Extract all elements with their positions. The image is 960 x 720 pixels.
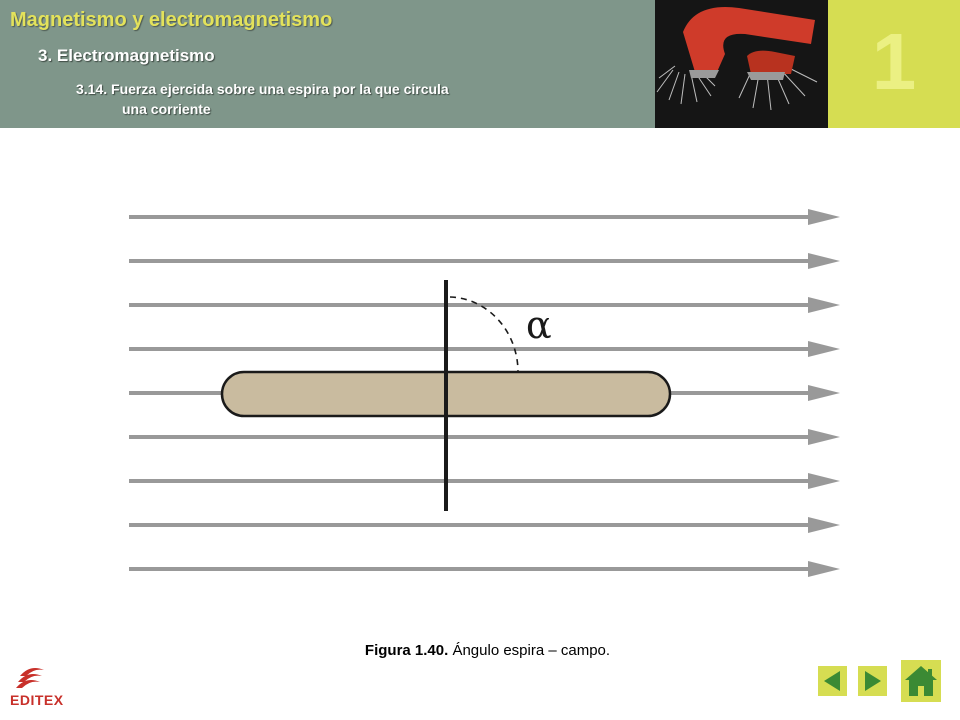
section-heading: 3. Electromagnetismo: [38, 46, 215, 65]
arrow-right-icon: [858, 666, 887, 696]
field-line: [129, 473, 840, 489]
caption-text: Ángulo espira – campo.: [448, 642, 611, 659]
magnet-illustration: [655, 0, 828, 128]
field-line: [129, 209, 840, 225]
subsection-heading: [76, 79, 449, 119]
subsection-line-2: una corriente: [122, 101, 211, 117]
field-line: [129, 561, 840, 577]
chapter-badge: [828, 0, 960, 128]
header-bar: [0, 0, 655, 128]
chapter-number: 1: [871, 17, 917, 106]
angle-label: α: [526, 303, 552, 347]
page-title: Magnetismo y electromagnetismo: [10, 9, 333, 31]
home-icon: [901, 660, 941, 702]
magnet-image: [655, 0, 828, 128]
arrow-left-icon: [818, 666, 847, 696]
field-line: [129, 253, 840, 269]
editex-logo-mark: [10, 664, 50, 690]
home-button[interactable]: [901, 660, 941, 702]
editex-logo: [10, 664, 50, 695]
figure-1-40: [120, 200, 850, 595]
field-line: [129, 297, 840, 313]
editex-logo-text: EDITEX: [10, 692, 64, 708]
field-line: [129, 341, 840, 357]
field-line: [129, 517, 840, 533]
previous-button[interactable]: [818, 666, 847, 696]
next-button[interactable]: [858, 666, 887, 696]
field-line: [129, 429, 840, 445]
angle-arc: [450, 297, 518, 372]
figure-caption: [0, 642, 960, 659]
loop-field-diagram: [120, 200, 850, 590]
caption-label: Figura 1.40.: [364, 642, 449, 659]
subsection-line-1: 3.14. Fuerza ejercida sobre una espira por la que circula: [76, 81, 449, 97]
